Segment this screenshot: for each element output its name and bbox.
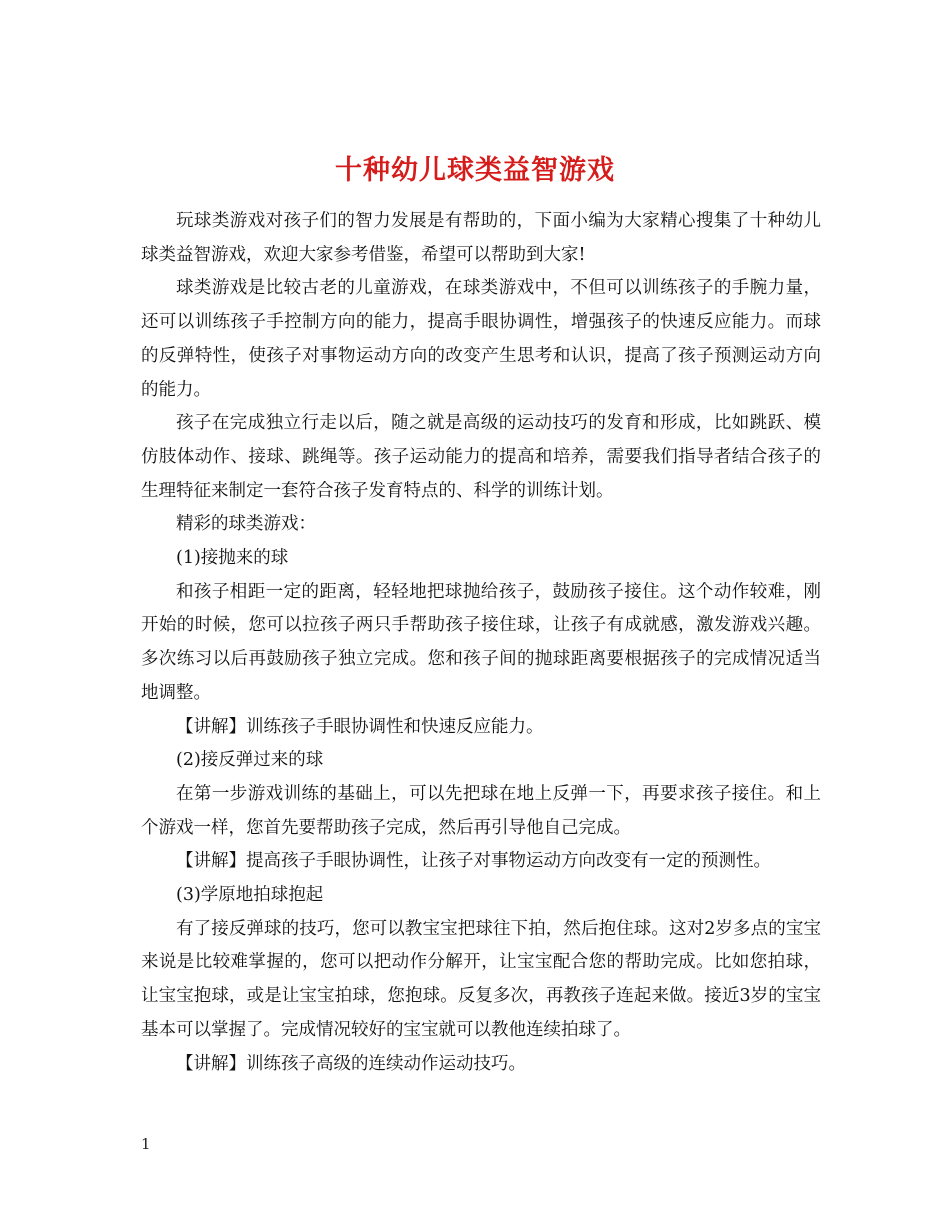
document-body xyxy=(141,205,821,1081)
game-2-description: 在第一步游戏训练的基础上，可以先把球在地上反弹一下，再要求孩子接住。和上个游戏一样，您首先要帮助孩子完成，然后再引导他自己完成。 xyxy=(141,783,821,838)
section-heading: 精彩的球类游戏： xyxy=(176,514,316,535)
intro-paragraph: 玩球类游戏对孩子们的智力发展是有帮助的，下面小编为大家精心搜集了十种幼儿球类益智游戏，欢迎大家参考借鉴，希望可以帮助到大家! xyxy=(141,211,821,265)
game-2-explanation: 【讲解】提高孩子手眼协调性，让孩子对事物运动方向改变有一定的预测性。 xyxy=(176,851,771,872)
development-paragraph: 孩子在完成独立行走以后，随之就是高级的运动技巧的发育和形成，比如跳跃、模仿肢体动作、接球、跳绳等。孩子运动能力的提高和培养，需要我们指导者结合孩子的生理特征来制定一套符合孩子发育特点的、科学的训练计划。 xyxy=(141,413,821,501)
document-title: 十种幼儿球类益智游戏 xyxy=(335,155,615,187)
game-3-explanation: 【讲解】训练孩子高级的连续动作运动技巧。 xyxy=(176,1053,526,1074)
game-1-description: 和孩子相距一定的距离，轻轻地把球抛给孩子，鼓励孩子接住。这个动作较难，刚开始的时候，您可以拉孩子两只手帮助孩子接住球，让孩子有成就感，激发游戏兴趣。多次练习以后再鼓励孩子独立完成。您和孩子间的抛球距离要根据孩子的完成情况适当地调整。 xyxy=(141,581,821,703)
game-3-heading: (3)学原地拍球抱起 xyxy=(176,885,324,906)
page-number: 1 xyxy=(141,1135,151,1153)
game-1-explanation: 【讲解】训练孩子手眼协调性和快速反应能力。 xyxy=(176,716,544,737)
game-1-heading: (1)接抛来的球 xyxy=(176,548,289,569)
benefits-paragraph: 球类游戏是比较古老的儿童游戏，在球类游戏中，不但可以训练孩子的手腕力量，还可以训练孩子手控制方向的能力，提高手眼协调性，增强孩子的快速反应能力。而球的反弹特性，使孩子对事物运动方向的改变产生思考和认识，提高了孩子预测运动方向的能力。 xyxy=(141,278,821,400)
game-3-description: 有了接反弹球的技巧，您可以教宝宝把球往下拍，然后抱住球。这对2岁多点的宝宝来说是比较难掌握的，您可以把动作分解开，让宝宝配合您的帮助完成。比如您拍球，让宝宝抱球，或是让宝宝拍球，您抱球。反复多次，再教孩子连起来做。接近3岁的宝宝基本可以掌握了。完成情况较好的宝宝就可以教他连续拍球了。 xyxy=(141,918,821,1040)
game-2-heading: (2)接反弹过来的球 xyxy=(176,750,324,771)
